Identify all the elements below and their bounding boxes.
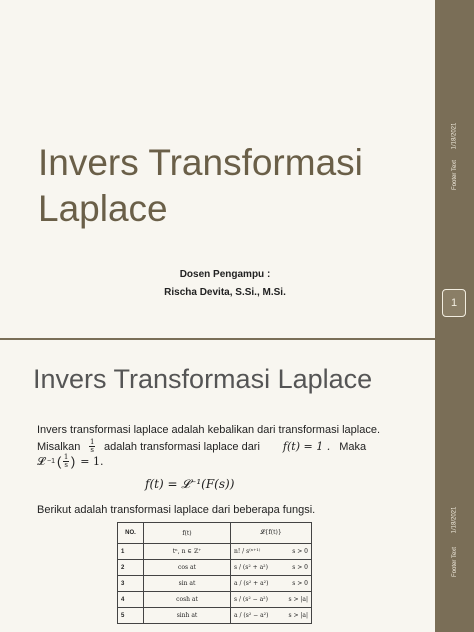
fraction-numerator: 1	[89, 438, 95, 446]
sidebar	[435, 0, 474, 338]
fraction-denominator: s	[90, 446, 94, 454]
table-row: 5 sinh at a / (s² − a²) s > |a|	[118, 608, 312, 624]
table-row: 4 cosh at s / (s² − a²) s > |a|	[118, 592, 312, 608]
table-row: 1 tⁿ, n ∈ ℤ⁺ n! / s⁽ⁿ⁺¹⁾ s > 0	[118, 544, 312, 560]
paragraph-line-3: 𝓛 −1 ( $\frac{1}{s}$ ) = 1.	[37, 453, 104, 469]
slide-title	[38, 140, 428, 232]
table-row: 2 cos at s / (s² + a²) s > 0	[118, 560, 312, 576]
paragraph-line-1: Invers transformasi laplace adalah kebalikan dari transformasi laplace.	[37, 424, 381, 436]
fraction-1-over-s-2: $\frac{1}{s}$	[63, 453, 69, 469]
slide-number: 1	[442, 289, 466, 317]
author-name: Rischa Devita, S.Si., M.Si.	[164, 287, 286, 298]
sidebar	[435, 340, 474, 632]
table-intro: Berikut adalah transformasi laplace dari beberapa fungsi.	[37, 504, 316, 516]
slide-title-line-2: Laplace	[38, 188, 168, 229]
slide-title-line-1: Invers Transformasi	[38, 142, 363, 183]
sidebar-date: 1/18/2021	[451, 506, 458, 534]
fraction-1-over-s	[89, 439, 95, 454]
header-ft: f(t)	[144, 523, 231, 544]
header-no: NO.	[118, 523, 144, 544]
text-adalah: adalah transformasi laplace dari	[104, 440, 260, 453]
header-laplace: 𝓛{f(t)}	[231, 523, 312, 544]
eq-ft-equals-1: f(t) = 1 .	[282, 439, 331, 453]
sidebar-footer-text: Footer Text	[451, 160, 458, 190]
content-slide	[0, 340, 474, 632]
inverse-superscript: −1	[47, 457, 55, 465]
sidebar-date: 1/18/2021	[451, 122, 458, 150]
sidebar-footer-text: Footer Text	[451, 547, 458, 577]
text-misalkan: Misalkan	[37, 440, 81, 453]
author-label: Dosen Pengampu :	[179, 269, 271, 280]
paragraph-line-2	[37, 439, 423, 454]
laplace-symbol: 𝓛	[37, 454, 45, 468]
inverse-laplace-formula: f(t) = 𝓛⁻¹(F(s))	[145, 477, 235, 491]
laplace-table	[117, 522, 312, 624]
text-maka: Maka	[339, 440, 367, 453]
table-header-row	[118, 523, 312, 544]
slide-heading: Invers Transformasi Laplace	[33, 364, 373, 394]
table-row: 3 sin at a / (s² + a²) s > 0	[118, 576, 312, 592]
eq-equals-1: = 1.	[80, 454, 104, 468]
